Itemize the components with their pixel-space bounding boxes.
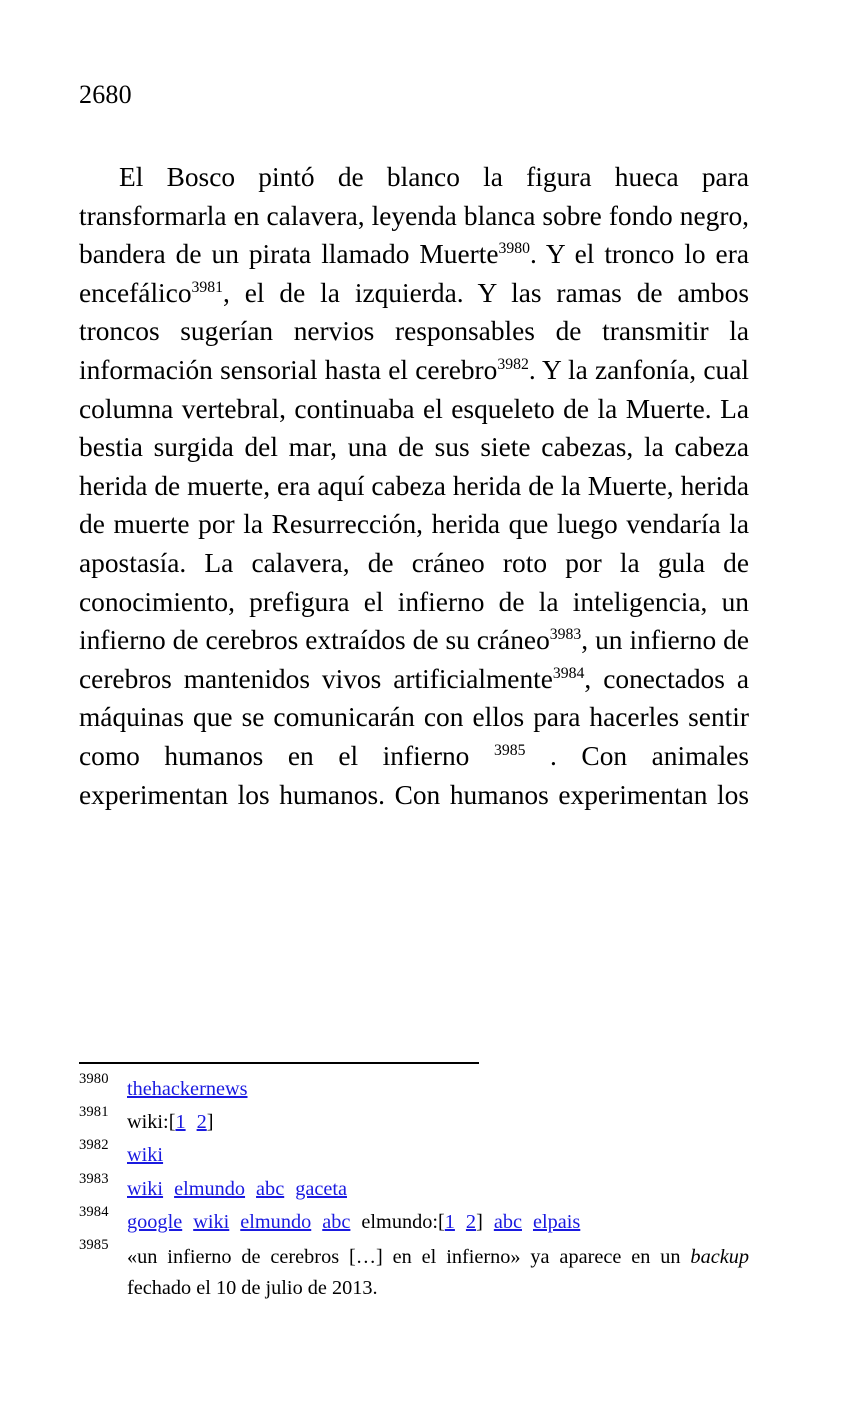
footnote-number-3983: 3983 bbox=[79, 1170, 109, 1187]
footnote-link-2[interactable]: 2 bbox=[196, 1111, 207, 1134]
footnote-reference-3980[interactable]: 3980 bbox=[498, 240, 531, 258]
footnote-italic-term: backup bbox=[690, 1245, 749, 1268]
link-separator bbox=[350, 1209, 361, 1235]
link-separator bbox=[186, 1109, 197, 1135]
footnote-item bbox=[79, 1104, 749, 1135]
footnote-area bbox=[79, 1062, 749, 1304]
footnote-reference-3982[interactable]: 3982 bbox=[497, 355, 529, 373]
footnote-link-abc[interactable]: abc bbox=[493, 1210, 522, 1233]
footnote-separator-rule bbox=[79, 1062, 479, 1064]
body-paragraph: El Bosco pintó de blanco la figura hueca para transformarla en calavera, leyenda blanca sobre fondo negro, bandera de un pirata llamado Muerte$^{3980}$. Y el tronco lo era encefálico$^{3981}$, el de la izquierda. Y las ramas de ambos troncos sugerían nervios responsables de transmitir la información sensorial hasta el cerebro$^{3982}$. Y la zanfonía, cual columna vertebral, continuaba el esqueleto de la Muerte. La bestia surgida del mar, una de sus siete cabezas, la cabeza herida de muerte, era aquí cabeza herida de la Muerte, herida de muerte por la Resurrección, herida que luego vendaría la apostasía. La calavera, de cráneo roto por la gula de conocimiento, prefigura el infierno de la inteligencia, un infierno de cerebros extraídos de su cráneo$^{3983}$, un infierno de cerebros mantenidos vivos artificialmente$^{3984}$, conectados a máquinas que se comunicarán con ellos para hacerles sentir como humanos en el infierno $^{3985}$ . Con animales experimentan los humanos. Con humanos experimentan los bbox=[79, 162, 750, 810]
footnote-item bbox=[79, 1137, 749, 1168]
footnote-link-abc[interactable]: abc bbox=[322, 1210, 351, 1233]
link-separator bbox=[229, 1209, 240, 1235]
link-separator bbox=[163, 1176, 174, 1202]
page-number: 2680 bbox=[79, 80, 132, 109]
footnote-link-thehackernews[interactable]: thehackernews bbox=[127, 1078, 248, 1100]
link-separator bbox=[284, 1176, 295, 1202]
footnote-body: google wiki elmundo abc elmundo:[1 2] abc elpais bbox=[127, 1210, 581, 1233]
footnote-body: «un infierno de cerebros […] en el infierno» ya aparece en un backup fechado el 10 de julio de 2013. bbox=[127, 1245, 749, 1299]
footnote-number-3980: 3980 bbox=[79, 1071, 109, 1087]
footnote-item bbox=[79, 1170, 749, 1202]
footnote-link-elmundo[interactable]: elmundo bbox=[240, 1210, 312, 1233]
footnote-link-google[interactable]: google bbox=[127, 1210, 183, 1233]
footnote-number-3981: 3981 bbox=[79, 1104, 109, 1121]
footnote-link-wiki[interactable]: wiki bbox=[193, 1210, 230, 1233]
footnote-number-3984: 3984 bbox=[79, 1203, 109, 1220]
footnote-link-1[interactable]: 1 bbox=[444, 1210, 455, 1233]
footnote-number-3985: 3985 bbox=[79, 1236, 109, 1253]
footnote-link-wiki[interactable]: wiki bbox=[127, 1177, 164, 1200]
footnote-link-abc[interactable]: abc bbox=[256, 1177, 285, 1200]
body-text-block bbox=[79, 158, 749, 853]
footnote-body bbox=[127, 1076, 749, 1102]
footnote-reference-3983[interactable]: 3983 bbox=[549, 626, 582, 643]
footnote-reference-3984[interactable]: 3984 bbox=[552, 664, 585, 682]
footnote-body bbox=[127, 1176, 749, 1202]
footnote-item bbox=[79, 1236, 749, 1304]
link-separator bbox=[522, 1209, 533, 1235]
footnote-link-1[interactable]: 1 bbox=[175, 1111, 186, 1134]
footnote-reference-3981[interactable]: 3981 bbox=[191, 278, 224, 296]
footnote-link-wiki[interactable]: wiki bbox=[127, 1144, 164, 1167]
link-separator bbox=[182, 1209, 193, 1235]
footnote-link-gaceta[interactable]: gaceta bbox=[295, 1177, 347, 1200]
footnote-list bbox=[79, 1071, 749, 1304]
link-separator bbox=[311, 1209, 322, 1235]
footnote-item bbox=[79, 1071, 749, 1102]
footnote-item bbox=[79, 1203, 749, 1235]
footnote-body bbox=[127, 1142, 749, 1168]
footnote-link-elmundo[interactable]: elmundo bbox=[174, 1177, 246, 1200]
link-separator bbox=[483, 1209, 494, 1235]
footnote-link-elpais[interactable]: elpais bbox=[532, 1210, 581, 1233]
footnote-reference-3985[interactable]: 3985 bbox=[493, 741, 526, 759]
footnote-link-2[interactable]: 2 bbox=[465, 1210, 477, 1233]
link-separator bbox=[245, 1176, 256, 1202]
link-separator bbox=[455, 1209, 466, 1235]
footnote-number-3982: 3982 bbox=[79, 1137, 109, 1154]
footnote-body: wiki:[1 2] bbox=[127, 1111, 214, 1134]
